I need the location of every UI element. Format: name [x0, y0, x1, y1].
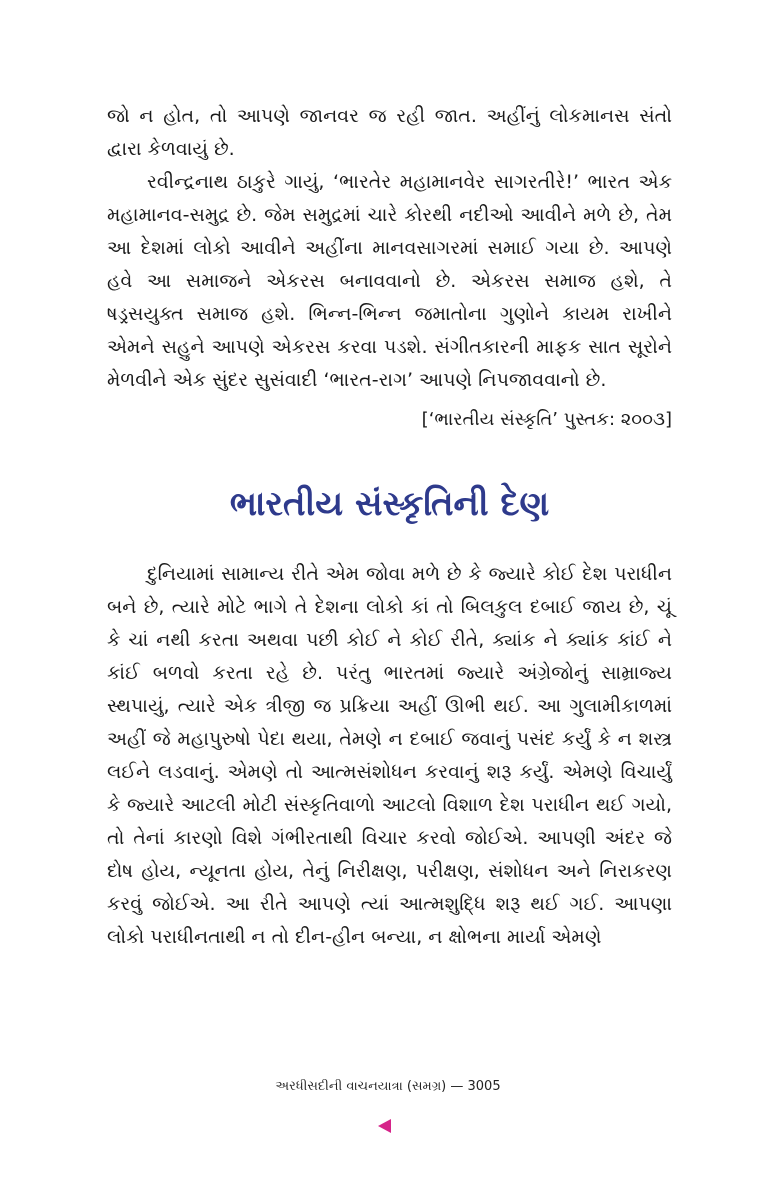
previous-page-arrow-icon[interactable]: [378, 1119, 391, 1133]
section-title: ભારતીય સંસ્કૃતિની દેણ: [229, 484, 550, 524]
page-content: [107, 100, 672, 954]
intro-paragraph-tagore: રવીન્દ્રનાથ ઠાકુરે ગાયું, ‘ભારતેર મહામાનવેર સાગરતીરે!’ ભારત એક મહામાનવ-સમુદ્ર છે. જેમ સમુદ્રમાં ચારે કોરથી નદીઓ આવીને મળે છે, તેમ આ દેશમાં લોકો આવીને અહીંના માનવસાગરમાં સમાઈ ગયા છે. આપણે હવે આ સમાજને એકરસ બનાવવાનો છે. એકરસ સમાજ હશે, તે ષડ્રસયુક્ત સમાજ હશે. ભિન્ન-ભિન્ન જમાતોના ગુણોને કાયમ રાખીને એમને સહુને આપણે એકરસ કરવા પડશે. સંગીતકારની માફક સાત સૂરોને મેળવીને એક સુંદર સુસંવાદી ‘ભારત-રાગ’ આપણે નિપજાવવાનો છે.: [107, 171, 672, 391]
section-body-paragraph: દુનિયામાં સામાન્ય રીતે એમ જોવા મળે છે કે જ્યારે કોઈ દેશ પરાધીન બને છે, ત્યારે મોટે ભાગે તે દેશના લોકો કાં તો બિલકુલ દબાઈ જાય છે, ચૂં કે ચાં નથી કરતા અથવા પછી કોઈ ને કોઈ રીતે, ક્યાંક ને ક્યાંક કાંઈ ને કાંઈ બળવો કરતા રહે છે. પરંતુ ભારતમાં જ્યારે અંગ્રેજોનું સામ્રાજ્ય સ્થપાયું, ત્યારે એક ત્રીજી જ પ્રક્રિયા અહીં ઊભી થઈ. આ ગુલામીકાળમાં અહીં જે મહાપુરુષો પેદા થયા, તેમણે ન દબાઈ જવાનું પસંદ કર્યું કે ન શસ્ત્ર લઈને લડવાનું. એમણે તો આત્મસંશોધન કરવાનું શરૂ કર્યું. એમણે વિચાર્યું કે જ્યારે આટલી મોટી સંસ્કૃતિવાળો આટલો વિશાળ દેશ પરાધીન થઈ ગયો, તો તેનાં કારણો વિશે ગંભીરતાથી વિચાર કરવો જોઈએ. આપણી અંદર જે દોષ હોય, ન્યૂનતા હોય, તેનું નિરીક્ષણ, પરીક્ષણ, સંશોધન અને નિરાકરણ કરવું જોઈએ. આ રીતે આપણે ત્યાં આત્મશુદ્ધિ શરૂ થઈ ગઈ. આપણા લોકો પરાધીનતાથી ન તો દીન-હીન બન્યા, ન ક્ષોભના માર્યા એમણે: [107, 563, 672, 948]
source-citation: [‘ભારતીય સંસ્કૃતિ’ પુસ્તક: ૨૦૦૩]: [421, 409, 672, 430]
intro-paragraph-continued: જો ન હોત, તો આપણે જાનવર જ રહી જાત. અહીંનું લોકમાનસ સંતો દ્વારા કેળવાયું છે.: [107, 105, 672, 160]
page-footer: અરધીસદીની વાચનયાત્રા (સમગ્ર) — 3005: [275, 1079, 501, 1094]
